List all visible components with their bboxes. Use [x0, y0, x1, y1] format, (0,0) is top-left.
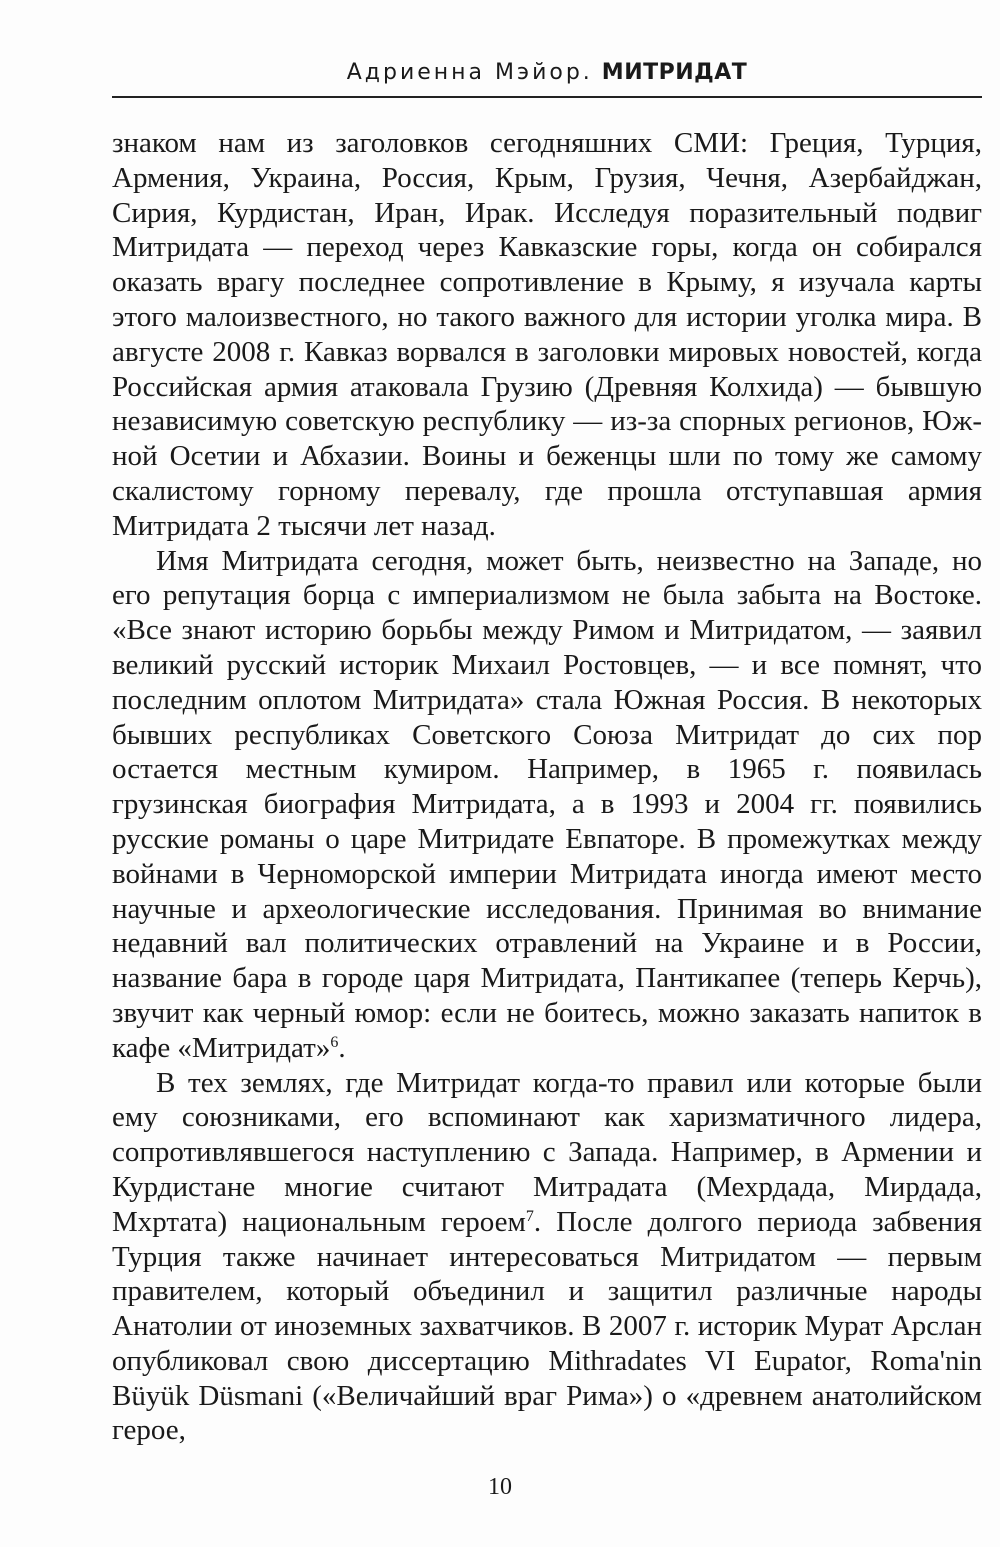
header-author: Адриенна Мэйор. [346, 60, 593, 85]
paragraph-3-continuation: . После долгого периода забвения Турция также начинает интересоваться Митридатом — первым правителем, который объединил и защитил различные народы Анатолии от иноземных захватчиков. В 2007 г. историк Мурат Арслан опубликовал свою диссертацию Mithradates VI Eupator, Roma'nin Büyük Düsmani («Величайший враг Рима») о «древнем анатолийском герое, [112, 1205, 982, 1447]
paragraph-3-text: В тех землях, где Митридат когда-то правил или которые были ему союзниками, его вспоминают как харизматичного лидера, сопротивлявшегося наступлению с Запада. Например, в Армении и Курдистане многие считают Митрадата (Мехрдада, Мирдада, Мхртата) национальным героем [112, 1066, 982, 1238]
paragraph-1 [112, 126, 982, 544]
paragraph-2-end: . [338, 1031, 346, 1064]
paragraph-2-text: Имя Митридата сегодня, может быть, неизвестно на Западе, но его репутация борца с империализмом не была забыта на Востоке. «Все знают историю борьбы между Римом и Митридатом, — заявил великий русский историк Михаил Ростовцев, — и все помнят, что последним оплотом Митридата» стала Южная Россия. В некоторых бывших республиках Советского Союза Митридат до сих пор остается местным кумиром. Например, в 1965 г. появилась грузинская биография Митридата, а в 1993 и 2004 гг. появились русские романы о царе Митридате Евпаторе. В промежутках между войнами в Черноморской империи Митридата иногда имеют место научные и археологические исследования. Принимая во внимание недавний вал политических отравлений на Украине и в России, название бара в городе царя Митридата, Пантикапее (теперь Керчь), звучит как черный юмор: если не боитесь, можно заказать напиток в кафе «Митридат» [112, 544, 982, 1064]
footnote-ref-7: 7 [525, 1207, 534, 1225]
paragraph-2 [112, 544, 982, 1066]
page-number: 10 [488, 1474, 512, 1500]
paragraph-3 [112, 1066, 982, 1449]
header-book-title: МИТРИДАТ [601, 60, 748, 85]
main-text [112, 126, 982, 1448]
footnote-ref-6: 6 [330, 1033, 339, 1051]
running-header [112, 56, 982, 98]
paragraph-1-text: знаком нам из заголовков сегодняшних СМИ: Греция, Турция, Армения, Украина, Россия, Крым, Грузия, Чечня, Азербайджан, Сирия, Курдистан, Иран, Ирак. Исследуя поразительный подвиг Митридата — переход через Кавказские горы, когда он собирался оказать врагу последнее сопротивление в Крыму, я изучала карты этого малоизвестного, но такого важного для истории уголка мира. В августе 2008 г. Кавказ ворвался в заголовки мировых новостей, когда Российская армия атаковала Грузию (Древняя Колхида) — бывшую независимую советскую республику — из-за спорных регионов, Южной Осетии и Абхазии. Воины и беженцы шли по тому же самому скалистому горному перевалу, где прошла отступавшая армия Митридата 2 тысячи лет назад. [112, 127, 982, 542]
